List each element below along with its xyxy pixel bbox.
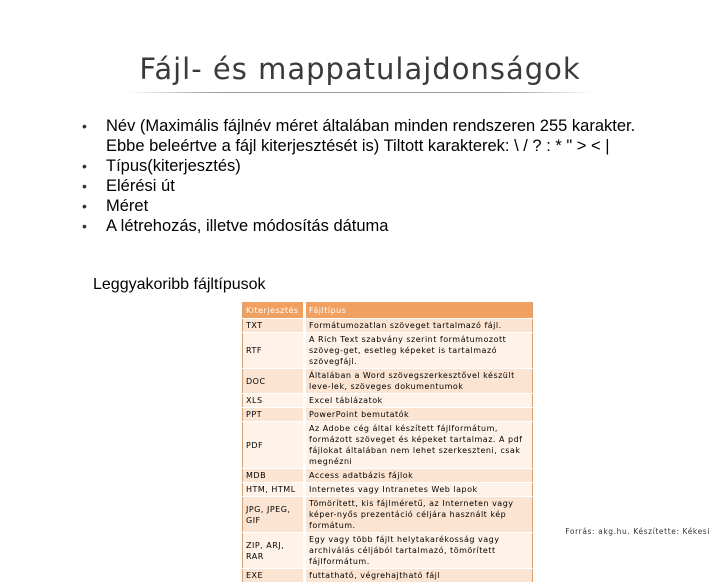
description-cell: Formátumozatlan szöveget tartalmazó fájl. [305, 319, 533, 333]
slide-title: Fájl- és mappatulajdonságok [139, 52, 581, 86]
header-extension: Kiterjesztés [243, 302, 305, 319]
description-cell: Általában a Word szövegszerkesztővel készült leve-lek, szöveges dokumentumok [305, 369, 533, 394]
extension-cell: EXE [243, 569, 305, 583]
file-types-table [242, 302, 533, 583]
table-row [243, 408, 533, 422]
table-row [243, 333, 533, 369]
table-header-row [243, 302, 533, 319]
table-row [243, 483, 533, 497]
description-cell: A Rich Text szabvány szerint formátumozott szöveg-get, esetleg képeket is tartalmazó szövegfájl. [305, 333, 533, 369]
extension-cell: PPT [243, 408, 305, 422]
description-cell: Tömörített, kis fájlméretű, az Interneten vagy képer-nyős prezentáció céljára használt kép formátum. [305, 497, 533, 533]
table-row [243, 497, 533, 533]
bullet-item: • Méret [82, 196, 642, 216]
description-cell: futtatható, végrehajtható fájl [305, 569, 533, 583]
extension-cell: MDB [243, 469, 305, 483]
header-filetype: Fájltípus [305, 302, 533, 319]
table-row [243, 533, 533, 569]
extension-cell: TXT [243, 319, 305, 333]
extension-cell: DOC [243, 369, 305, 394]
description-cell: Internetes vagy Intranetes Web lapok [305, 483, 533, 497]
bullet-item: • Típus(kiterjesztés) [82, 156, 642, 176]
table-heading: Leggyakoribb fájltípusok [93, 276, 266, 293]
table-row [243, 569, 533, 583]
bullet-item: • Név (Maximális fájlnév méret általában minden rendszeren 255 karakter. Ebbe beleértve a fájl kiterjesztését is) Tiltott karakterek: \ / ? : * " > < | [82, 116, 642, 156]
table-row [243, 369, 533, 394]
description-cell: PowerPoint bemutatók [305, 408, 533, 422]
extension-cell: RTF [243, 333, 305, 369]
description-cell: Az Adobe cég által készített fájlformátum, formázott szöveget és képeket tartalmaz. A pdf fájlokat általában nem lehet szerkeszteni, csak megnézni [305, 422, 533, 469]
extension-cell: JPG, JPEG, GIF [243, 497, 305, 533]
description-cell: Excel táblázatok [305, 394, 533, 408]
property-list [82, 116, 642, 236]
table-row [243, 469, 533, 483]
extension-cell: HTM, HTML [243, 483, 305, 497]
extension-cell: ZIP, ARJ, RAR [243, 533, 305, 569]
description-cell: Access adatbázis fájlok [305, 469, 533, 483]
source-credit: Forrás: akg.hu. Készítette: Kékesi [565, 527, 710, 536]
table-row [243, 394, 533, 408]
bullet-item: • Elérési út [82, 176, 642, 196]
extension-cell: PDF [243, 422, 305, 469]
title-underline [125, 92, 595, 93]
table-row [243, 319, 533, 333]
extension-cell: XLS [243, 394, 305, 408]
description-cell: Egy vagy több fájlt helytakarékosság vagy archiválás céljából tartalmazó, tömörített fájlformátum. [305, 533, 533, 569]
bullet-item: • A létrehozás, illetve módosítás dátuma [82, 216, 642, 236]
table-row [243, 422, 533, 469]
